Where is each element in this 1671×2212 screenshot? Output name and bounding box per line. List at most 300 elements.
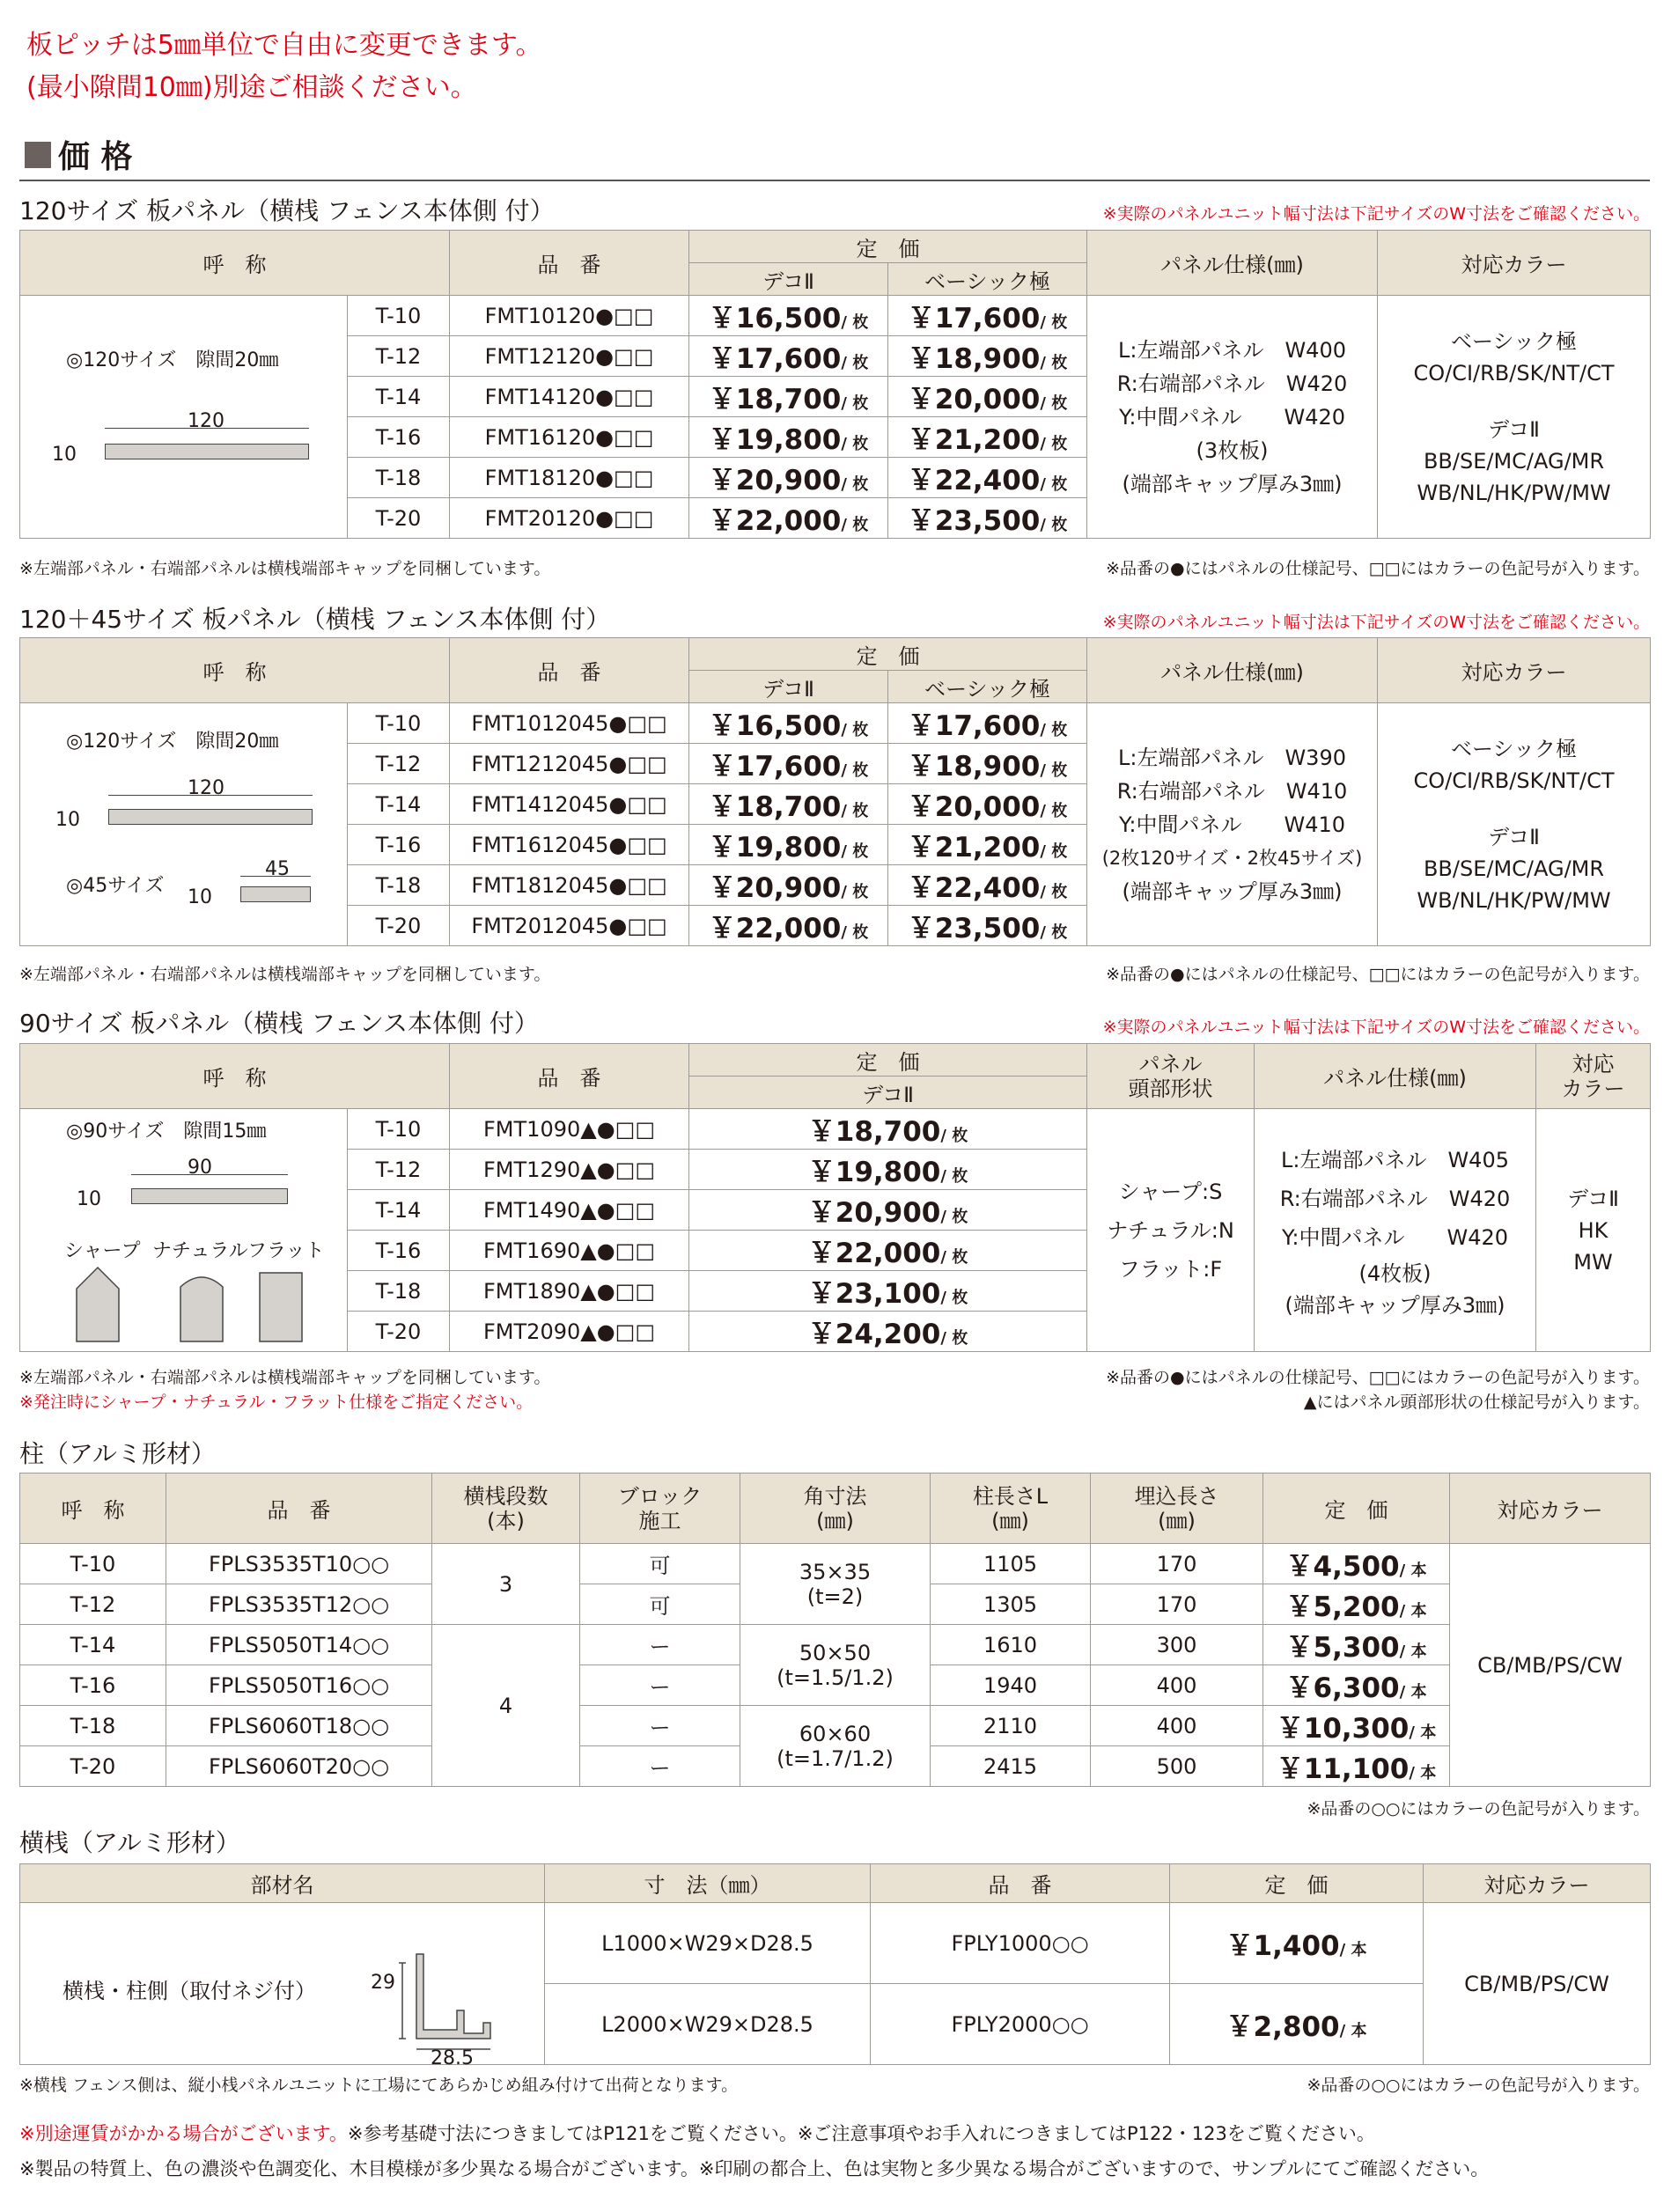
sec1-deco-value: ￥17,600 bbox=[708, 343, 842, 375]
sec1-th-code: 品 番 bbox=[450, 231, 689, 296]
sec2-deco-value: ￥19,800 bbox=[708, 832, 842, 863]
unit: / 本 bbox=[1399, 1562, 1427, 1580]
sec2-deco-value: ￥22,000 bbox=[708, 913, 842, 944]
sec1-diagram bbox=[20, 296, 348, 539]
color-line: CO/CI/RB/SK/NT/CT bbox=[1413, 768, 1615, 793]
unit: / 枚 bbox=[1040, 721, 1068, 739]
posts-price-value: ￥4,500 bbox=[1285, 1551, 1400, 1583]
unit: / 枚 bbox=[1040, 475, 1068, 494]
shape-label-sharp: シャープ bbox=[64, 1240, 141, 1262]
sec3-title: 90サイズ 板パネル（横桟 フェンス本体側 付） bbox=[19, 1009, 539, 1038]
th-line: 柱長さL bbox=[972, 1483, 1049, 1509]
sec3-price-deco bbox=[689, 1109, 1087, 1150]
sec3-foot-left-2: ※発注時にシャープ・ナチュラル・フラット仕様をご指定ください。 bbox=[19, 1393, 534, 1412]
sec1-deco-value: ￥20,900 bbox=[708, 465, 842, 496]
sec2-foot-left: ※左端部パネル・右端部パネルは横桟端部キャップを同梱しています。 bbox=[19, 965, 551, 984]
sec2-th-basic: ベーシック極 bbox=[888, 671, 1087, 703]
sec1-price-deco bbox=[689, 498, 888, 539]
unit: / 枚 bbox=[841, 313, 869, 332]
spec-line: L:左端部パネル W390 bbox=[1118, 745, 1346, 770]
sec1-price-deco bbox=[689, 336, 888, 377]
sec1-th-color: 対応カラー bbox=[1378, 231, 1651, 296]
sec2-price-deco bbox=[689, 784, 888, 825]
sec2-colors bbox=[1378, 703, 1651, 946]
sec3-colors bbox=[1536, 1109, 1651, 1352]
sec3-deco-value: ￥24,200 bbox=[807, 1319, 941, 1350]
intro-line-1: 板ピッチは5㎜単位で自由に変更できます。 bbox=[26, 30, 542, 61]
sec2-t: T-18 bbox=[348, 865, 450, 906]
posts-length: 1610 bbox=[931, 1625, 1091, 1665]
color-line: WB/NL/HK/PW/MW bbox=[1417, 887, 1611, 913]
sec2-diagram bbox=[20, 703, 348, 946]
sec2-code: FMT1012045●□□ bbox=[450, 703, 689, 744]
color-line: CO/CI/RB/SK/NT/CT bbox=[1413, 360, 1615, 386]
sec2-foot-right: ※品番の●にはパネルの仕様記号、□□にはカラーの色記号が入ります。 bbox=[1106, 965, 1650, 984]
bottom-notes bbox=[19, 2116, 1489, 2186]
size-line: 35×35 bbox=[799, 1559, 872, 1584]
unit: / 枚 bbox=[841, 354, 869, 372]
posts-price bbox=[1263, 1625, 1450, 1665]
posts-th-block bbox=[580, 1473, 740, 1544]
unit: / 本 bbox=[1409, 1723, 1437, 1742]
sec1-price-basic bbox=[888, 458, 1087, 498]
rails-diagram bbox=[20, 1903, 545, 2069]
posts-foot-right: ※品番の○○にはカラーの色記号が入ります。 bbox=[1307, 1799, 1650, 1819]
sec1-deco-value: ￥18,700 bbox=[708, 384, 842, 415]
sec2-deco-value: ￥17,600 bbox=[708, 751, 842, 783]
sec3-t: T-18 bbox=[348, 1271, 450, 1312]
unit: / 枚 bbox=[1040, 923, 1068, 942]
rails-price bbox=[1170, 1984, 1424, 2065]
sec1-th-deco: デコⅡ bbox=[689, 263, 888, 296]
posts-rails-4: 4 bbox=[432, 1625, 580, 1787]
head-shape-line: フラット:F bbox=[1118, 1256, 1223, 1282]
bottom-red-note: ※別途運賃がかかる場合がございます。 bbox=[19, 2123, 348, 2144]
sec3-deco-value: ￥23,100 bbox=[807, 1278, 941, 1310]
sec3-dim-h: 10 bbox=[77, 1188, 101, 1210]
sec3-price-deco bbox=[689, 1231, 1087, 1271]
sec2-spec bbox=[1087, 703, 1378, 946]
posts-embed: 170 bbox=[1091, 1544, 1263, 1584]
unit: / 本 bbox=[1399, 1683, 1427, 1701]
sec3-th-head bbox=[1087, 1044, 1255, 1109]
rails-dim-h: 29 bbox=[371, 1972, 395, 1994]
color-line: デコⅡ bbox=[1488, 824, 1540, 849]
th-line: (㎜) bbox=[1158, 1508, 1196, 1533]
posts-th-price: 定 価 bbox=[1263, 1473, 1450, 1544]
sec1-t: T-12 bbox=[348, 336, 450, 377]
rails-color: CB/MB/PS/CW bbox=[1424, 1903, 1651, 2065]
posts-th-size bbox=[740, 1473, 931, 1544]
unit: / 枚 bbox=[1040, 435, 1068, 453]
posts-price-value: ￥6,300 bbox=[1285, 1672, 1400, 1704]
sec2-price-deco bbox=[689, 865, 888, 906]
sec3-code: FMT1290▲●□□ bbox=[450, 1150, 689, 1190]
sec1-basic-value: ￥22,400 bbox=[907, 465, 1041, 496]
rails-name: 横桟・柱側（取付ネジ付） bbox=[63, 1979, 316, 2003]
sec2-code: FMT1612045●□□ bbox=[450, 825, 689, 865]
posts-price bbox=[1263, 1665, 1450, 1706]
posts-t: T-10 bbox=[20, 1544, 166, 1584]
posts-rails-3: 3 bbox=[432, 1544, 580, 1625]
sec2-price-deco bbox=[689, 703, 888, 744]
sec3-t: T-20 bbox=[348, 1312, 450, 1352]
unit: / 枚 bbox=[841, 802, 869, 820]
sec2-t: T-10 bbox=[348, 703, 450, 744]
sec2-table bbox=[19, 637, 1651, 946]
unit: / 本 bbox=[1399, 1602, 1427, 1620]
color-line: MW bbox=[1573, 1249, 1613, 1275]
posts-embed: 400 bbox=[1091, 1706, 1263, 1746]
sec3-deco-value: ￥18,700 bbox=[807, 1116, 941, 1148]
sec2-price-deco bbox=[689, 744, 888, 784]
sec1-price-basic bbox=[888, 296, 1087, 336]
posts-price bbox=[1263, 1746, 1450, 1787]
spec-line: (2枚120サイズ・2枚45サイズ) bbox=[1101, 847, 1363, 869]
th-line: (㎜) bbox=[991, 1508, 1029, 1533]
posts-code: FPLS3535T12○○ bbox=[166, 1584, 432, 1625]
unit: / 枚 bbox=[1040, 394, 1068, 413]
spec-line: L:左端部パネル W400 bbox=[1118, 337, 1346, 363]
posts-t: T-20 bbox=[20, 1746, 166, 1787]
sec2-deco-value: ￥20,900 bbox=[708, 872, 842, 904]
unit: / 枚 bbox=[940, 1289, 968, 1307]
posts-embed: 300 bbox=[1091, 1625, 1263, 1665]
sec1-deco-value: ￥16,500 bbox=[708, 303, 842, 334]
sec2-dim-line-2 bbox=[240, 876, 311, 877]
sec3-code: FMT1090▲●□□ bbox=[450, 1109, 689, 1150]
sec2-t: T-16 bbox=[348, 825, 450, 865]
posts-block: ー bbox=[580, 1665, 740, 1706]
sec1-desc: ◎120サイズ 隙間20㎜ bbox=[66, 349, 279, 371]
spec-line: (端部キャップ厚み3㎜) bbox=[1122, 878, 1343, 904]
sec2-price-basic bbox=[888, 825, 1087, 865]
posts-length: 1105 bbox=[931, 1544, 1091, 1584]
rails-dim-w: 28.5 bbox=[431, 2047, 474, 2069]
color-line: WB/NL/HK/PW/MW bbox=[1417, 480, 1611, 505]
unit: / 本 bbox=[1399, 1642, 1427, 1661]
sec1-t: T-14 bbox=[348, 377, 450, 417]
posts-price-value: ￥11,100 bbox=[1276, 1753, 1410, 1785]
price-heading bbox=[25, 132, 133, 177]
sec1-t: T-18 bbox=[348, 458, 450, 498]
sec2-title: 120＋45サイズ 板パネル（横桟 フェンス本体側 付） bbox=[19, 605, 611, 634]
posts-th-length bbox=[931, 1473, 1091, 1544]
sec2-price-basic bbox=[888, 865, 1087, 906]
th-line: (本) bbox=[487, 1508, 525, 1533]
rails-price bbox=[1170, 1903, 1424, 1984]
rails-size: L2000×W29×D28.5 bbox=[545, 1984, 871, 2065]
posts-code: FPLS5050T16○○ bbox=[166, 1665, 432, 1706]
sec3-th-price: 定 価 bbox=[689, 1044, 1087, 1077]
posts-block: 可 bbox=[580, 1584, 740, 1625]
spec-line: (4枚板) bbox=[1358, 1260, 1432, 1286]
sharp-shape-icon bbox=[77, 1268, 119, 1341]
posts-length: 1305 bbox=[931, 1584, 1091, 1625]
unit: / 枚 bbox=[841, 883, 869, 901]
size-line: (t=1.5/1.2) bbox=[777, 1665, 894, 1690]
posts-th-rails bbox=[432, 1473, 580, 1544]
sec2-basic-value: ￥22,400 bbox=[907, 872, 1041, 904]
posts-t: T-14 bbox=[20, 1625, 166, 1665]
sec2-desc2: ◎45サイズ bbox=[66, 875, 165, 897]
sec3-th-code: 品 番 bbox=[450, 1044, 689, 1109]
unit: / 枚 bbox=[1040, 354, 1068, 372]
unit: / 枚 bbox=[841, 721, 869, 739]
th-line: カラー bbox=[1561, 1076, 1625, 1101]
th-line: 埋込長さ bbox=[1134, 1483, 1219, 1509]
sec2-price-basic bbox=[888, 906, 1087, 946]
sec2-th-spec: パネル仕様(㎜) bbox=[1087, 638, 1378, 703]
sec2-dim-w2: 45 bbox=[265, 858, 290, 880]
sec1-code: FMT12120●□□ bbox=[450, 336, 689, 377]
unit: / 枚 bbox=[1040, 883, 1068, 901]
unit: / 枚 bbox=[841, 516, 869, 534]
spec-line: (端部キャップ厚み3㎜) bbox=[1122, 471, 1343, 496]
th-line: 対応 bbox=[1572, 1051, 1615, 1077]
posts-price-value: ￥5,200 bbox=[1285, 1591, 1400, 1623]
sec1-price-deco bbox=[689, 417, 888, 458]
sec3-dim-line bbox=[131, 1174, 288, 1175]
sec1-table bbox=[19, 230, 1651, 539]
posts-embed: 170 bbox=[1091, 1584, 1263, 1625]
shape-label-flat: フラット bbox=[247, 1240, 325, 1262]
sec1-code: FMT16120●□□ bbox=[450, 417, 689, 458]
sec1-basic-value: ￥17,600 bbox=[907, 303, 1041, 334]
sec2-th-color: 対応カラー bbox=[1378, 638, 1651, 703]
unit: / 本 bbox=[1339, 2022, 1367, 2040]
sec3-code: FMT1890▲●□□ bbox=[450, 1271, 689, 1312]
rails-foot-left: ※横桟 フェンス側は、縦小桟パネルユニットに工場にてあらかじめ組み付けて出荷となります。 bbox=[19, 2076, 739, 2095]
sec1-deco-value: ￥22,000 bbox=[708, 505, 842, 537]
posts-block: ー bbox=[580, 1706, 740, 1746]
sec3-th-spec: パネル仕様(㎜) bbox=[1255, 1044, 1536, 1109]
sec3-foot-right-1: ※品番の●にはパネルの仕様記号、□□にはカラーの色記号が入ります。 bbox=[1106, 1368, 1650, 1387]
sec2-desc1: ◎120サイズ 隙間20㎜ bbox=[66, 731, 279, 753]
unit: / 枚 bbox=[1040, 516, 1068, 534]
size-line: 50×50 bbox=[799, 1640, 872, 1665]
unit: / 枚 bbox=[841, 394, 869, 413]
heading-rule bbox=[19, 180, 1650, 181]
spec-line: Y:中間パネル W420 bbox=[1281, 1224, 1509, 1250]
sec2-deco-value: ￥18,700 bbox=[708, 791, 842, 823]
sec2-th-code: 品 番 bbox=[450, 638, 689, 703]
sec3-diagram bbox=[20, 1109, 348, 1352]
posts-length: 2415 bbox=[931, 1746, 1091, 1787]
posts-th-color: 対応カラー bbox=[1450, 1473, 1651, 1544]
sec2-th-price: 定 価 bbox=[689, 638, 1087, 671]
unit: / 枚 bbox=[940, 1127, 968, 1145]
unit: / 枚 bbox=[940, 1248, 968, 1267]
posts-length: 1940 bbox=[931, 1665, 1091, 1706]
posts-code: FPLS6060T18○○ bbox=[166, 1706, 432, 1746]
posts-size-a bbox=[740, 1544, 931, 1625]
th-line: 角寸法 bbox=[803, 1483, 867, 1509]
rails-title: 横桟（アルミ形材） bbox=[19, 1828, 240, 1857]
sec3-deco-value: ￥19,800 bbox=[807, 1157, 941, 1188]
sec2-price-basic bbox=[888, 784, 1087, 825]
th-line: ブロック bbox=[617, 1483, 703, 1509]
unit: / 枚 bbox=[940, 1167, 968, 1186]
unit: / 枚 bbox=[1040, 761, 1068, 780]
rails-th-price: 定 価 bbox=[1170, 1864, 1424, 1903]
sec3-price-deco bbox=[689, 1271, 1087, 1312]
head-shape-line: ナチュラル:N bbox=[1107, 1217, 1234, 1243]
posts-block: 可 bbox=[580, 1544, 740, 1584]
sec1-th-basic: ベーシック極 bbox=[888, 263, 1087, 296]
size-line: (t=1.7/1.2) bbox=[777, 1745, 894, 1771]
sec2-board-120-icon bbox=[108, 809, 313, 825]
sec3-foot-right-2: ▲にはパネル頭部形状の仕様記号が入ります。 bbox=[1303, 1393, 1650, 1412]
unit: / 枚 bbox=[841, 435, 869, 453]
posts-price bbox=[1263, 1544, 1450, 1584]
sec3-th-color bbox=[1536, 1044, 1651, 1109]
sec3-code: FMT2090▲●□□ bbox=[450, 1312, 689, 1352]
sec2-dim-h1: 10 bbox=[55, 809, 80, 831]
size-line: (t=2) bbox=[806, 1584, 864, 1609]
th-line: 横桟段数 bbox=[463, 1483, 548, 1509]
unit: / 枚 bbox=[841, 761, 869, 780]
sec1-th-name: 呼 称 bbox=[20, 231, 450, 296]
sec3-note: ※実際のパネルユニット幅寸法は下記サイズのW寸法をご確認ください。 bbox=[1102, 1018, 1650, 1037]
sec3-foot-left-1: ※左端部パネル・右端部パネルは横桟端部キャップを同梱しています。 bbox=[19, 1368, 551, 1387]
sec2-t: T-12 bbox=[348, 744, 450, 784]
sec1-price-deco bbox=[689, 377, 888, 417]
sec1-t: T-16 bbox=[348, 417, 450, 458]
unit: / 枚 bbox=[940, 1329, 968, 1348]
unit: / 枚 bbox=[841, 475, 869, 494]
natural-shape-icon bbox=[180, 1277, 223, 1341]
color-line: デコⅡ bbox=[1567, 1186, 1619, 1211]
bottom-note-rest: ※参考基礎寸法につきましてはP121をご覧ください。※ご注意事項やお手入れにつきましてはP122・123をご覧ください。 bbox=[347, 2123, 1375, 2144]
posts-price bbox=[1263, 1584, 1450, 1625]
sec1-code: FMT14120●□□ bbox=[450, 377, 689, 417]
sec2-t: T-14 bbox=[348, 784, 450, 825]
heading-square-icon bbox=[25, 142, 51, 168]
sec1-price-basic bbox=[888, 377, 1087, 417]
sec2-code: FMT1812045●□□ bbox=[450, 865, 689, 906]
posts-embed: 500 bbox=[1091, 1746, 1263, 1787]
sec2-basic-value: ￥20,000 bbox=[907, 791, 1041, 823]
posts-t: T-16 bbox=[20, 1665, 166, 1706]
rail-profile-icon bbox=[399, 1949, 522, 2054]
spec-line: (3枚板) bbox=[1196, 437, 1269, 463]
price-heading-text: 価 格 bbox=[58, 139, 133, 175]
sec1-dim-line bbox=[105, 428, 309, 429]
sec1-basic-value: ￥20,000 bbox=[907, 384, 1041, 415]
th-line: (㎜) bbox=[816, 1508, 854, 1533]
posts-t: T-18 bbox=[20, 1706, 166, 1746]
posts-length: 2110 bbox=[931, 1706, 1091, 1746]
sec2-code: FMT1412045●□□ bbox=[450, 784, 689, 825]
sec2-basic-value: ￥21,200 bbox=[907, 832, 1041, 863]
sec3-price-deco bbox=[689, 1150, 1087, 1190]
sec2-board-45-icon bbox=[240, 886, 311, 902]
posts-embed: 400 bbox=[1091, 1665, 1263, 1706]
sec3-th-name: 呼 称 bbox=[20, 1044, 450, 1109]
sec2-note: ※実際のパネルユニット幅寸法は下記サイズのW寸法をご確認ください。 bbox=[1102, 613, 1650, 632]
sec3-deco-value: ￥20,900 bbox=[807, 1197, 941, 1229]
spec-line: Y:中間パネル W410 bbox=[1118, 812, 1346, 837]
sec1-basic-value: ￥23,500 bbox=[907, 505, 1041, 537]
sec1-code: FMT10120●□□ bbox=[450, 296, 689, 336]
sec3-t: T-10 bbox=[348, 1109, 450, 1150]
sec3-code: FMT1690▲●□□ bbox=[450, 1231, 689, 1271]
sec2-basic-value: ￥18,900 bbox=[907, 751, 1041, 783]
rails-code: FPLY1000○○ bbox=[871, 1903, 1170, 1984]
sec3-table bbox=[19, 1043, 1651, 1352]
color-line: ベーシック極 bbox=[1450, 736, 1578, 761]
sec1-price-basic bbox=[888, 336, 1087, 377]
unit: / 枚 bbox=[841, 923, 869, 942]
sec1-basic-value: ￥18,900 bbox=[907, 343, 1041, 375]
sec3-deco-value: ￥22,000 bbox=[807, 1238, 941, 1269]
head-shapes-icon bbox=[73, 1264, 337, 1343]
bottom-line-2: ※製品の特質上、色の濃淡や色調変化、木目模様が多少異なる場合がございます。※印刷の都合上、色は実物と多少異なる場合がございますので、サンプルにてご確認ください。 bbox=[19, 2158, 1490, 2179]
bottom-line-1 bbox=[19, 2116, 1489, 2151]
sec2-dim-h2: 10 bbox=[188, 886, 212, 908]
rails-table bbox=[19, 1863, 1651, 2069]
sec1-th-price: 定 価 bbox=[689, 231, 1087, 263]
rails-code: FPLY2000○○ bbox=[871, 1984, 1170, 2065]
sec3-board-icon bbox=[131, 1188, 288, 1204]
sec3-desc: ◎90サイズ 隙間15㎜ bbox=[66, 1121, 267, 1143]
sec3-head-shapes bbox=[1087, 1109, 1255, 1352]
posts-th-code: 品 番 bbox=[166, 1473, 432, 1544]
sec3-code: FMT1490▲●□□ bbox=[450, 1190, 689, 1231]
sec2-price-basic bbox=[888, 744, 1087, 784]
sec3-t: T-14 bbox=[348, 1190, 450, 1231]
th-line: 施工 bbox=[638, 1508, 681, 1533]
sec1-t: T-20 bbox=[348, 498, 450, 539]
th-line: 頭部形状 bbox=[1128, 1076, 1213, 1101]
sec1-dim-h: 10 bbox=[52, 444, 77, 466]
rails-th-name: 部材名 bbox=[20, 1864, 545, 1903]
rails-size: L1000×W29×D28.5 bbox=[545, 1903, 871, 1984]
unit: / 枚 bbox=[940, 1208, 968, 1226]
sec1-code: FMT18120●□□ bbox=[450, 458, 689, 498]
sec1-th-spec: パネル仕様(㎜) bbox=[1087, 231, 1378, 296]
posts-t: T-12 bbox=[20, 1584, 166, 1625]
unit: / 本 bbox=[1409, 1764, 1437, 1782]
posts-code: FPLS5050T14○○ bbox=[166, 1625, 432, 1665]
spec-line: R:右端部パネル W410 bbox=[1116, 778, 1348, 804]
head-shape-line: シャープ:S bbox=[1118, 1179, 1223, 1204]
rails-th-code: 品 番 bbox=[871, 1864, 1170, 1903]
sec1-price-basic bbox=[888, 498, 1087, 539]
posts-th-name: 呼 称 bbox=[20, 1473, 166, 1544]
color-line: HK bbox=[1578, 1217, 1608, 1243]
sec3-th-deco: デコⅡ bbox=[689, 1077, 1087, 1109]
color-line: デコⅡ bbox=[1488, 416, 1540, 442]
color-line: BB/SE/MC/AG/MR bbox=[1423, 448, 1605, 474]
sec3-t: T-16 bbox=[348, 1231, 450, 1271]
sec1-colors bbox=[1378, 296, 1651, 539]
rails-price-value: ￥2,800 bbox=[1226, 2011, 1340, 2043]
th-line: パネル bbox=[1138, 1051, 1203, 1077]
posts-price-value: ￥10,300 bbox=[1276, 1713, 1410, 1745]
spec-line: R:右端部パネル W420 bbox=[1116, 371, 1348, 396]
spec-line: Y:中間パネル W420 bbox=[1118, 404, 1346, 430]
unit: / 枚 bbox=[1040, 842, 1068, 861]
sec2-deco-value: ￥16,500 bbox=[708, 710, 842, 742]
intro-note bbox=[26, 25, 542, 109]
posts-price bbox=[1263, 1706, 1450, 1746]
posts-block: ー bbox=[580, 1746, 740, 1787]
sec2-th-name: 呼 称 bbox=[20, 638, 450, 703]
color-line: ベーシック極 bbox=[1450, 328, 1578, 354]
sec1-board-icon bbox=[105, 444, 309, 459]
